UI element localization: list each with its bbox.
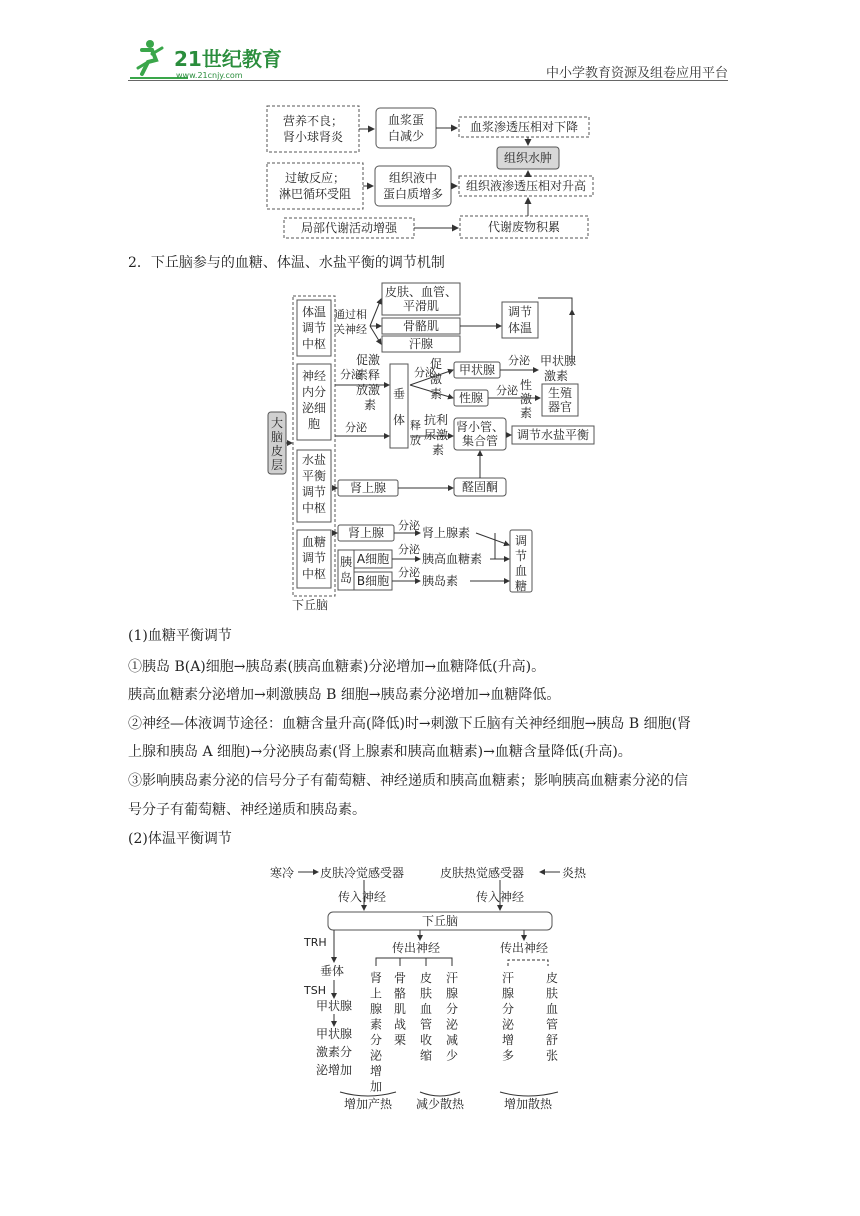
svg-text:皮: 皮 xyxy=(270,444,284,458)
svg-text:放激: 放激 xyxy=(356,383,381,397)
svg-text:调节: 调节 xyxy=(301,551,327,565)
svg-text:平衡: 平衡 xyxy=(301,469,327,483)
svg-text:性: 性 xyxy=(520,378,533,392)
svg-text:TRH: TRH xyxy=(304,936,327,949)
svg-text:胰: 胰 xyxy=(339,555,353,569)
svg-text:集合管: 集合管 xyxy=(461,434,499,448)
svg-text:垂体: 垂体 xyxy=(320,964,345,978)
cause1-l1: 营养不良； xyxy=(282,114,344,128)
brand-title: 中小学教育资源及组卷应用平台 xyxy=(546,66,729,81)
svg-text:器官: 器官 xyxy=(547,400,573,414)
res3: 代谢废物积累 xyxy=(487,220,561,234)
svg-text:素: 素 xyxy=(520,406,533,420)
svg-text:激: 激 xyxy=(430,372,443,386)
para-1: ①胰岛 B(A)细胞→胰岛素(胰高血糖素)分泌增加→血糖降低(升高)。 xyxy=(128,659,546,675)
svg-text:减少散热: 减少散热 xyxy=(416,1097,465,1111)
svg-text:分泌: 分泌 xyxy=(398,519,420,532)
logo-text: 21世纪教育 xyxy=(174,47,282,71)
svg-text:垂: 垂 xyxy=(392,387,406,401)
res1: 血浆渗透压相对下降 xyxy=(469,120,579,134)
mid1-l1: 血浆蛋 xyxy=(387,113,425,127)
svg-text:传入神经: 传入神经 xyxy=(338,890,387,904)
svg-text:素释: 素释 xyxy=(356,368,381,382)
svg-text:神经: 神经 xyxy=(301,369,327,383)
svg-text:生殖: 生殖 xyxy=(547,386,573,400)
svg-text:肾上腺: 肾上腺 xyxy=(349,481,387,495)
svg-text:糖: 糖 xyxy=(514,579,528,593)
svg-text:激素分: 激素分 xyxy=(316,1045,353,1059)
svg-text:汗腺: 汗腺 xyxy=(408,337,434,351)
svg-text:激: 激 xyxy=(520,392,533,406)
svg-text:胰高血糖素: 胰高血糖素 xyxy=(422,552,483,566)
svg-text:血糖: 血糖 xyxy=(301,535,327,549)
svg-text:素: 素 xyxy=(430,387,443,401)
svg-text:调节: 调节 xyxy=(301,321,327,335)
svg-text:皮肤冷觉感受器: 皮肤冷觉感受器 xyxy=(320,866,405,880)
svg-text:胰岛素: 胰岛素 xyxy=(422,574,459,588)
para-2: 胰高血糖素分泌增加→刺激胰岛 B 细胞→胰岛素分泌增加→血糖降低。 xyxy=(128,687,561,703)
svg-text:增加散热: 增加散热 xyxy=(504,1097,553,1111)
svg-text:甲状腺: 甲状腺 xyxy=(316,999,353,1013)
svg-text:炎热: 炎热 xyxy=(562,866,587,880)
svg-text:脑: 脑 xyxy=(270,430,284,444)
svg-text:调节: 调节 xyxy=(301,485,327,499)
svg-text:肾上腺: 肾上腺 xyxy=(347,526,385,540)
svg-text:B细胞: B细胞 xyxy=(356,574,390,588)
effector-col2: 骨骼肌战栗 xyxy=(393,971,407,1047)
svg-text:性腺: 性腺 xyxy=(458,391,484,405)
svg-text:分泌: 分泌 xyxy=(345,421,367,434)
svg-text:调节水盐平衡: 调节水盐平衡 xyxy=(516,428,590,442)
svg-text:醛固酮: 醛固酮 xyxy=(461,480,499,494)
svg-text:甲状腺: 甲状腺 xyxy=(458,363,496,377)
svg-text:泌增加: 泌增加 xyxy=(316,1063,353,1077)
svg-text:体温: 体温 xyxy=(301,305,327,319)
effector-col3: 皮肤血管收缩 xyxy=(419,971,433,1063)
cause1-l2: 肾小球肾炎 xyxy=(282,130,344,144)
cause3: 局部代谢活动增强 xyxy=(300,221,398,235)
svg-text:分泌: 分泌 xyxy=(398,543,420,556)
svg-text:分泌: 分泌 xyxy=(508,354,530,367)
svg-text:放: 放 xyxy=(410,434,421,447)
mid1-l2: 白减少 xyxy=(387,129,425,143)
svg-text:TSH: TSH xyxy=(304,984,326,997)
svg-text:肾小管、: 肾小管、 xyxy=(455,420,505,434)
svg-text:分泌: 分泌 xyxy=(340,368,362,381)
heading-body-temp: (2)体温平衡调节 xyxy=(128,831,232,847)
svg-text:抗利: 抗利 xyxy=(424,413,449,427)
res2: 组织液渗透压相对升高 xyxy=(465,179,587,193)
svg-text:泌细: 泌细 xyxy=(301,401,327,415)
para-3b: 上腺和胰岛 A 细胞)→分泌胰岛素(肾上腺素和胰高血糖素)→血糖含量降低(升高)。 xyxy=(128,744,632,760)
svg-text:内分: 内分 xyxy=(301,385,327,399)
svg-text:骨骼肌: 骨骼肌 xyxy=(402,319,440,333)
svg-text:大: 大 xyxy=(270,416,284,430)
para-4b: 号分子有葡萄糖、神经递质和胰岛素。 xyxy=(128,802,366,818)
svg-text:体: 体 xyxy=(392,413,406,427)
cause2-l1: 过敏反应； xyxy=(284,171,346,185)
svg-text:分泌: 分泌 xyxy=(398,566,420,579)
svg-text:尿激: 尿激 xyxy=(424,428,449,442)
svg-text:寒冷: 寒冷 xyxy=(270,866,295,880)
svg-text:关神经: 关神经 xyxy=(334,323,367,336)
heading-blood-sugar: (1)血糖平衡调节 xyxy=(128,628,232,644)
svg-text:A细胞: A细胞 xyxy=(356,552,390,566)
svg-text:中枢: 中枢 xyxy=(301,501,327,515)
svg-text:水盐: 水盐 xyxy=(301,453,327,467)
effector-col5: 汗腺分泌增多 xyxy=(501,971,515,1063)
svg-text:分泌: 分泌 xyxy=(414,366,436,379)
effector-col4: 汗腺分泌减少 xyxy=(445,971,459,1063)
svg-text:肾上腺素: 肾上腺素 xyxy=(422,526,471,540)
hypothalamus-label: 下丘脑 xyxy=(291,598,329,612)
svg-text:中枢: 中枢 xyxy=(301,567,327,581)
svg-text:层: 层 xyxy=(270,458,284,472)
svg-text:传出神经: 传出神经 xyxy=(392,941,441,955)
svg-text:体温: 体温 xyxy=(507,321,533,335)
para-4a: ③影响胰岛素分泌的信号分子有葡萄糖、神经递质和胰高血糖素；影响胰高血糖素分泌的信 xyxy=(128,773,688,789)
svg-text:释: 释 xyxy=(410,419,421,432)
svg-text:激素: 激素 xyxy=(544,369,569,383)
svg-text:促激: 促激 xyxy=(356,353,381,367)
svg-text:分泌: 分泌 xyxy=(496,384,518,397)
svg-text:下丘脑: 下丘脑 xyxy=(421,914,459,928)
effector-col1: 肾上腺素分泌增加 xyxy=(369,971,383,1094)
svg-text:传出神经: 传出神经 xyxy=(500,941,549,955)
mid2-l1: 组织液中 xyxy=(388,171,438,185)
svg-text:皮肤、血管、: 皮肤、血管、 xyxy=(384,285,458,299)
svg-text:通过相: 通过相 xyxy=(334,308,367,321)
svg-text:增加产热: 增加产热 xyxy=(344,1097,393,1111)
svg-text:血: 血 xyxy=(514,564,528,578)
svg-text:传入神经: 传入神经 xyxy=(476,890,525,904)
svg-text:促: 促 xyxy=(430,357,443,371)
section-2-title: 2．下丘脑参与的血糖、体温、水盐平衡的调节机制 xyxy=(128,255,445,271)
logo-url: www.21cnjy.com xyxy=(176,71,243,80)
effector-col6: 皮肤血管舒张 xyxy=(545,971,559,1063)
cause2-l2: 淋巴循环受阻 xyxy=(278,187,352,201)
svg-text:素: 素 xyxy=(432,443,445,457)
svg-text:节: 节 xyxy=(514,549,528,563)
para-3a: ②神经—体液调节途径：血糖含量升高(降低)时→刺激下丘脑有关神经细胞→胰岛 B 细胞(肾 xyxy=(128,716,692,732)
svg-text:中枢: 中枢 xyxy=(301,337,327,351)
mid2-l2: 蛋白质增多 xyxy=(382,187,444,201)
svg-text:岛: 岛 xyxy=(339,571,353,585)
svg-text:甲状腺: 甲状腺 xyxy=(316,1027,353,1041)
svg-text:调: 调 xyxy=(514,534,528,548)
svg-text:甲状腺: 甲状腺 xyxy=(540,354,577,368)
svg-text:调节: 调节 xyxy=(507,305,533,319)
svg-text:胞: 胞 xyxy=(307,417,321,431)
svg-text:平滑肌: 平滑肌 xyxy=(402,299,440,313)
svg-text:皮肤热觉感受器: 皮肤热觉感受器 xyxy=(440,866,525,880)
center-text: 组织水肿 xyxy=(503,151,553,165)
svg-text:素: 素 xyxy=(364,398,377,412)
